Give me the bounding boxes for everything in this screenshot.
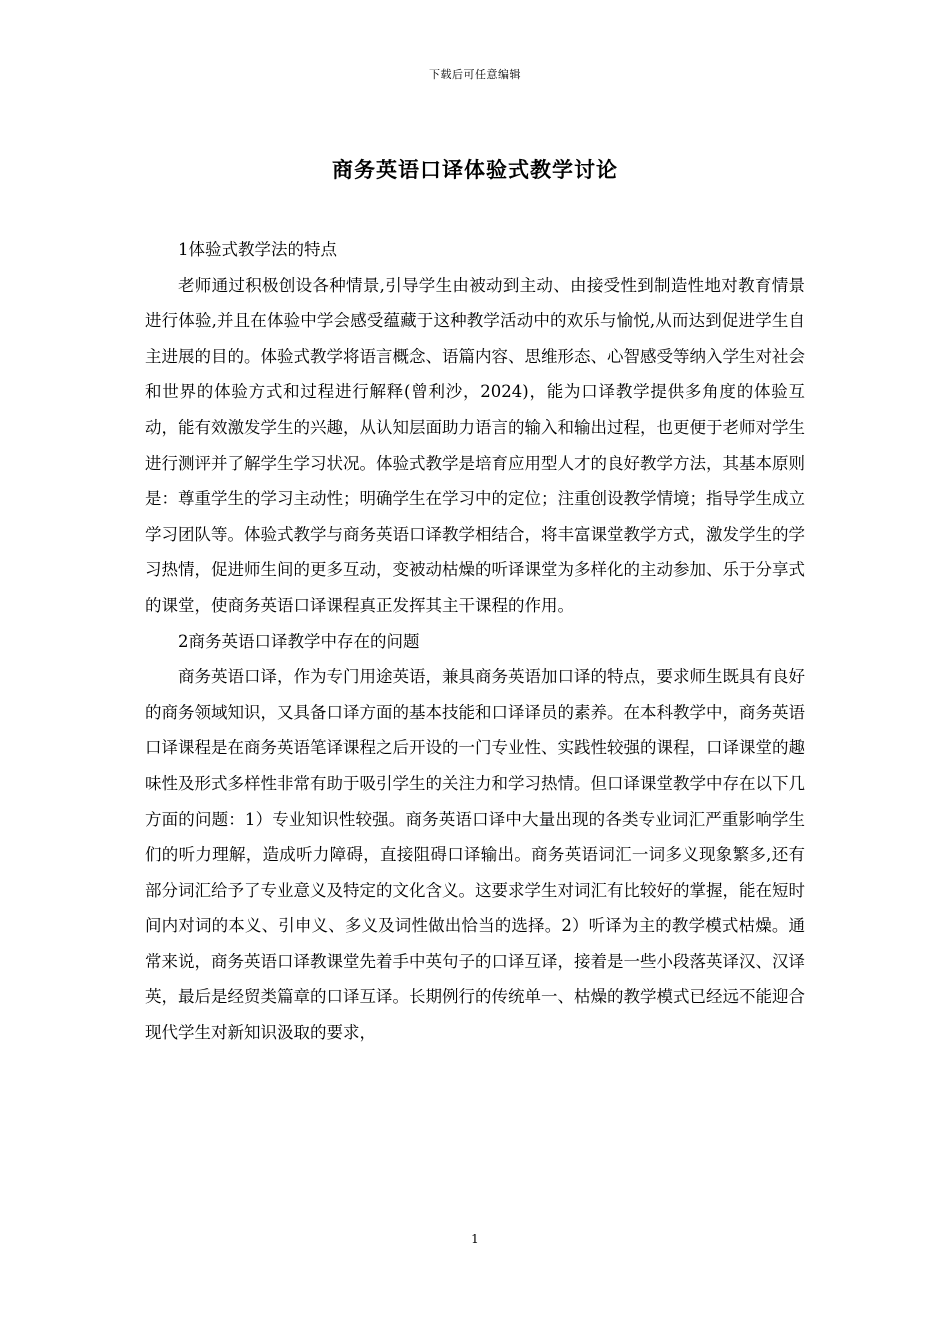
document-body (145, 232, 805, 1051)
page-header: 下载后可任意编辑 (429, 68, 521, 81)
document-title: 商务英语口译体验式教学讨论 (332, 158, 618, 182)
section-heading-1: 1体验式教学法的特点 (178, 240, 337, 259)
section-paragraph-1: 老师通过积极创设各种情景,引导学生由被动到主动、由接受性到制造性地对教育情景进行体验,并且在体验中学会感受蕴藏于这种教学活动中的欢乐与愉悦,从而达到促进学生自主进展的目的。体验式教学将语言概念、语篇内容、思维形态、心智感受等纳入学生对社会和世界的体验方式和过程进行解释(曾利沙，2024)，能为口译教学提供多角度的体验互动，能有效激发学生的兴趣，从认知层面助力语言的输入和输出过程，也更便于老师对学生进行测评并了解学生学习状况。体验式教学是培育应用型人才的良好教学方法，其基本原则是：尊重学生的学习主动性；明确学生在学习中的定位；注重创设教学情境；指导学生成立学习团队等。体验式教学与商务英语口译教学相结合，将丰富课堂教学方式，激发学生的学习热情，促进师生间的更多互动，变被动枯燥的听译课堂为多样化的主动参加、乐于分享式的课堂，使商务英语口译课程真正发挥其主干课程的作用。 (145, 275, 805, 615)
section-heading-2: 2商务英语口译教学中存在的问题 (178, 631, 420, 651)
section-paragraph-2: 商务英语口译，作为专门用途英语，兼具商务英语加口译的特点，要求师生既具有良好的商务领域知识，又具备口译方面的基本技能和口译译员的素养。在本科教学中，商务英语口译课程是在商务英语笔译课程之后开设的一门专业性、实践性较强的课程，口译课堂的趣味性及形式多样性非常有助于吸引学生的关注力和学习热情。但口译课堂教学中存在以下几方面的问题：1）专业知识性较强。商务英语口译中大量出现的各类专业词汇严重影响学生们的听力理解，造成听力障碍，直接阻碍口译输出。商务英语词汇一词多义现象繁多,还有部分词汇给予了专业意义及特定的文化含义。这要求学生对词汇有比较好的掌握，能在短时间内对词的本义、引申义、多义及词性做出恰当的选择。2）听译为主的教学模式枯燥。通常来说，商务英语口译教课堂先着手中英句子的口译互译，接着是一些小段落英译汉、汉译英，最后是经贸类篇章的口译互译。长期例行的传统单一、枯燥的教学模式已经远不能迎合现代学生对新知识汲取的要求， (145, 667, 805, 1043)
page-number: 1 (471, 1232, 479, 1246)
